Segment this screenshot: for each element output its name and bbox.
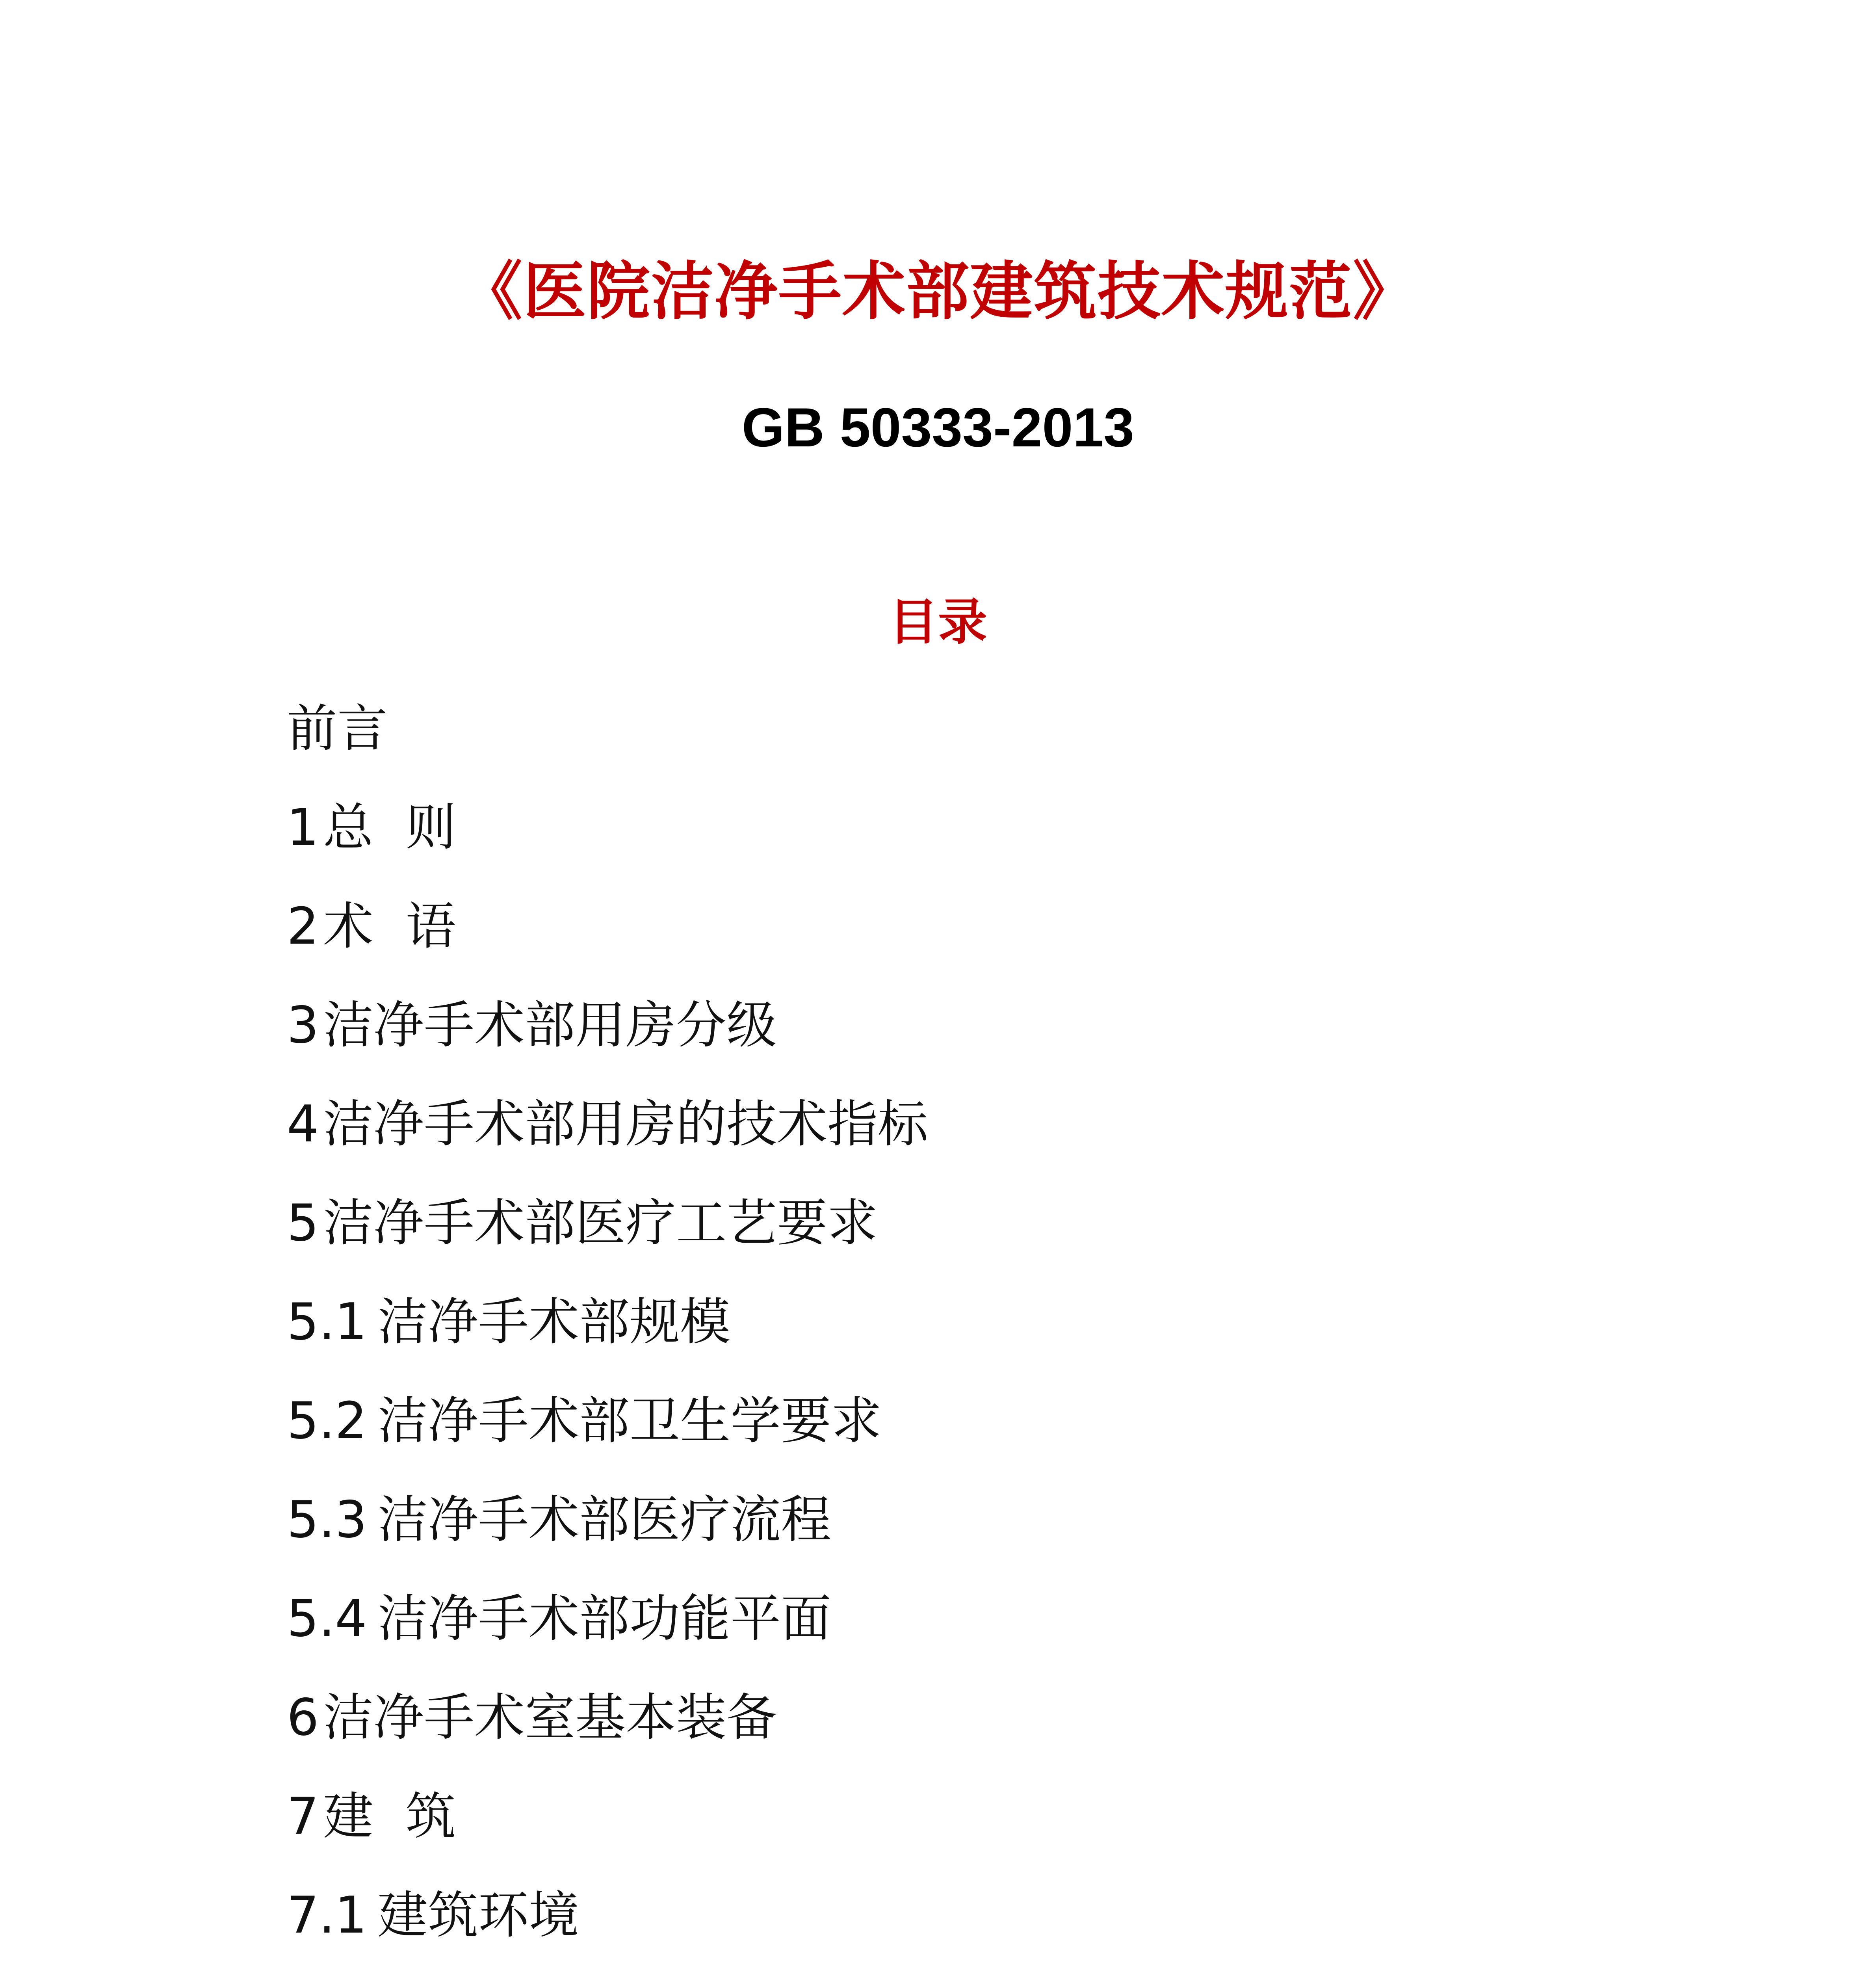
table-of-contents — [287, 697, 1744, 1970]
toc-entry-label: 洁净手术室基本装备 — [323, 1688, 777, 1747]
toc-entry-preface[interactable] — [287, 697, 1744, 796]
toc-entry-number: 7 — [287, 1787, 319, 1846]
toc-entry-label: 术 语 — [323, 897, 456, 956]
toc-entry-number: 5.4 — [287, 1589, 367, 1648]
toc-entry-label: 洁净手术部医疗流程 — [377, 1491, 832, 1549]
toc-entry-5-3[interactable] — [287, 1489, 1744, 1587]
toc-entry-number: 5 — [287, 1194, 319, 1253]
toc-entry-2[interactable] — [287, 895, 1744, 994]
toc-entry-number: 6 — [287, 1688, 319, 1747]
toc-entry-5-4[interactable] — [287, 1587, 1744, 1686]
toc-entry-1[interactable] — [287, 796, 1744, 895]
toc-entry-label: 建 筑 — [323, 1787, 456, 1846]
standard-code: GB 50333-2013 — [741, 396, 1135, 458]
toc-entry-4[interactable] — [287, 1093, 1744, 1192]
toc-entry-label: 洁净手术部功能平面 — [377, 1589, 832, 1648]
toc-entry-3[interactable] — [287, 994, 1744, 1093]
toc-entry-5-2[interactable] — [287, 1390, 1744, 1489]
toc-entry-7-1[interactable] — [287, 1884, 1744, 1970]
toc-entry-number: 1 — [287, 798, 319, 857]
toc-entry-number: 5.2 — [287, 1392, 367, 1450]
toc-entry-label: 洁净手术部医疗工艺要求 — [323, 1194, 878, 1253]
toc-entry-label: 洁净手术部卫生学要求 — [377, 1392, 882, 1450]
toc-entry-number: 3 — [287, 996, 319, 1055]
toc-entry-label: 洁净手术部规模 — [377, 1293, 731, 1351]
toc-entry-6[interactable] — [287, 1686, 1744, 1785]
toc-entry-number: 7.1 — [287, 1886, 367, 1945]
toc-entry-5[interactable] — [287, 1192, 1744, 1291]
toc-entry-label: 洁净手术部用房的技术指标 — [323, 1095, 929, 1154]
toc-entry-number: 2 — [287, 897, 319, 956]
toc-entry-number: 5.3 — [287, 1491, 367, 1549]
toc-heading: 目录 — [889, 594, 987, 651]
toc-entry-label: 总 则 — [323, 798, 456, 857]
toc-entry-number: 5.1 — [287, 1293, 367, 1351]
toc-entry-7[interactable] — [287, 1785, 1744, 1884]
toc-entry-label: 洁净手术部用房分级 — [323, 996, 777, 1055]
toc-entry-5-1[interactable] — [287, 1291, 1744, 1390]
document-title: 《医院洁净手术部建筑技术规范》 — [459, 255, 1417, 328]
toc-entry-label: 建筑环境 — [377, 1886, 580, 1945]
toc-entry-number: 4 — [287, 1095, 319, 1154]
toc-entry-label: 前言 — [287, 699, 388, 758]
